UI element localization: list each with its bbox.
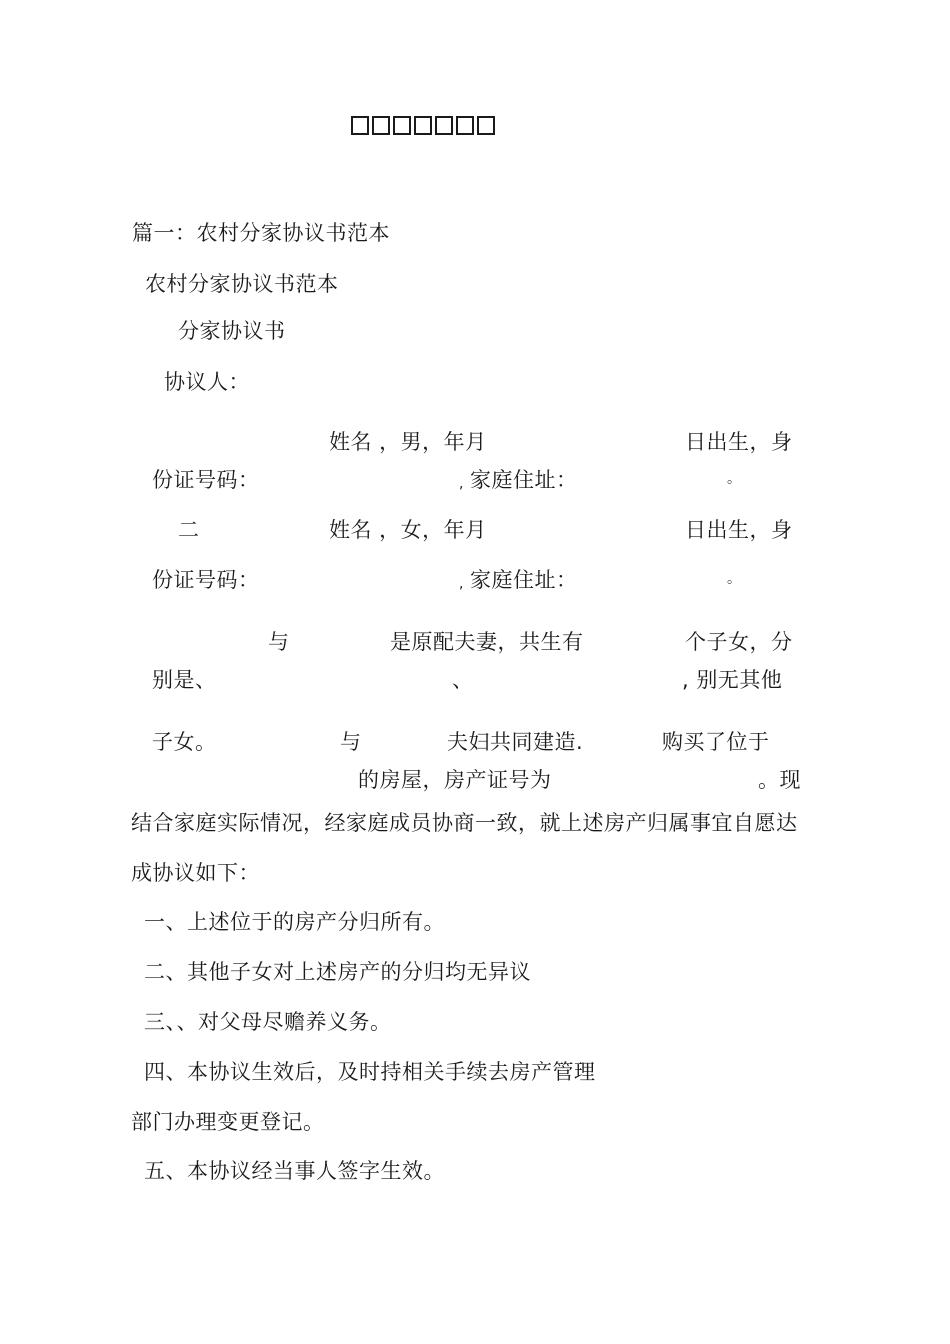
missing-glyph-box [351, 116, 369, 135]
missing-glyph-box [477, 116, 495, 135]
marriage-children-count: 个子女，分 [685, 630, 793, 654]
party1-born: 日出生，身 [685, 430, 793, 454]
clause-3: 三、、对父母尽赡养义务。 [144, 1010, 392, 1034]
party1-name-sex: 姓名 ，男，年月 [329, 430, 487, 454]
clause-1: 一、上述位于的房产分归所有。 [144, 910, 445, 934]
parties-label: 协议人： [164, 370, 250, 394]
party2-born: 日出生，身 [685, 518, 793, 542]
house-children: 子女。 [152, 730, 217, 754]
marriage-couple: 是原配夫妻，共生有 [390, 630, 584, 654]
missing-glyph-box [372, 116, 390, 135]
missing-glyph-box [414, 116, 432, 135]
party2-index: 二 [178, 518, 200, 542]
party1-comma: , [459, 476, 464, 492]
party1-end: 。 [727, 471, 742, 487]
clause-2: 二、其他子女对上述房产的分归均无异议 [144, 960, 531, 984]
section-heading: 篇一：农村分家协议书范本 [132, 221, 390, 245]
missing-glyph-box [435, 116, 453, 135]
party2-name-sex: 姓名 ，女，年月 [329, 518, 487, 542]
doc-title: 分家协议书 [178, 319, 286, 343]
marriage-named: 别是、 [152, 668, 217, 692]
subtitle: 农村分家协议书范本 [145, 272, 339, 296]
missing-glyph-box [456, 116, 474, 135]
party2-comma: , [459, 576, 464, 592]
body-line-2: 成协议如下： [131, 861, 260, 885]
house-bought: 购买了位于 [662, 730, 770, 754]
party1-address-label: 家庭住址： [470, 468, 578, 492]
marriage-no-other: , 别无其他 [682, 668, 783, 692]
party1-id-label: 份证号码： [152, 468, 260, 492]
body-line-1: 结合家庭实际情况，经家庭成员协商一致，就上述房产归属事宜自愿达 [131, 811, 798, 835]
marriage-and: 与 [268, 630, 290, 654]
title-placeholder-boxes [351, 116, 495, 135]
clause-4-continued: 部门办理变更登记。 [131, 1110, 325, 1134]
house-now: 。现 [758, 768, 801, 792]
clause-4: 四、本协议生效后，及时持相关手续去房产管理 [144, 1060, 596, 1084]
marriage-sep: 、 [452, 668, 474, 692]
house-cert: 的房屋，房产证号为 [358, 768, 552, 792]
clause-5: 五、本协议经当事人签字生效。 [144, 1159, 445, 1183]
party2-address-label: 家庭住址： [470, 568, 578, 592]
missing-glyph-box [393, 116, 411, 135]
party2-end: 。 [727, 571, 742, 587]
house-and: 与 [340, 730, 362, 754]
house-built: 夫妇共同建造. [447, 730, 584, 754]
party2-id-label: 份证号码： [152, 568, 260, 592]
